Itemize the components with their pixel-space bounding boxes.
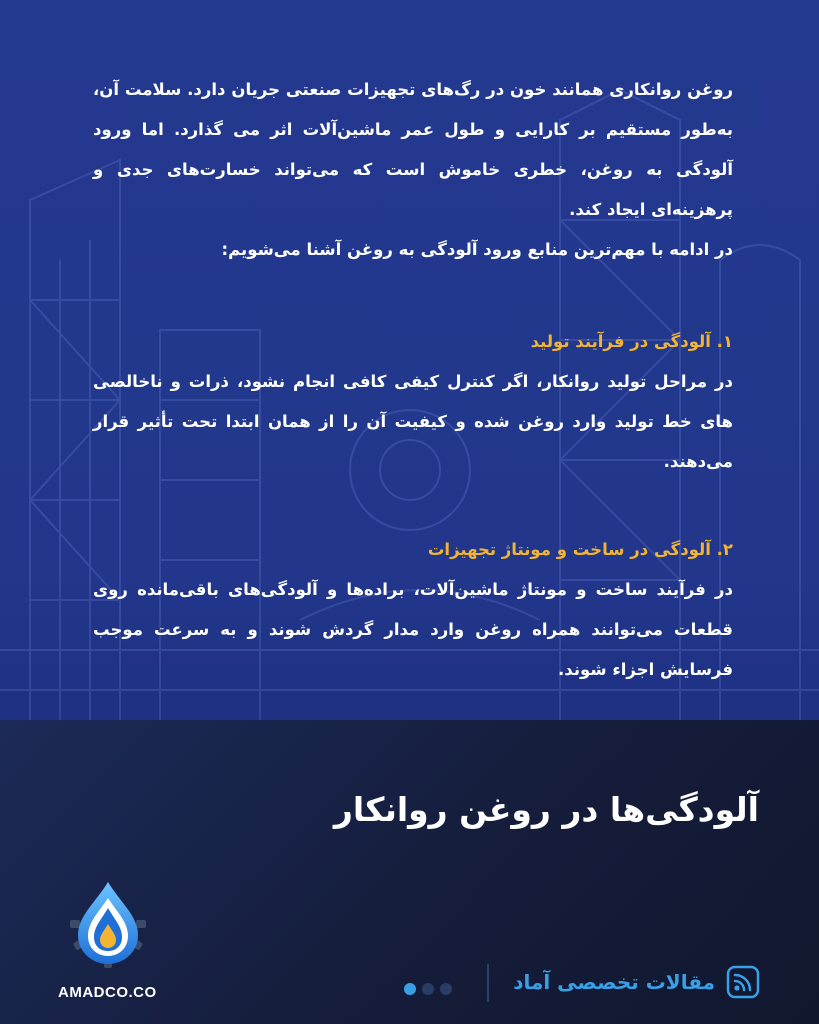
page-dot	[422, 983, 434, 995]
series-label: مقالات تخصصی آماد	[513, 970, 715, 994]
intro-lead-in: در ادامه با مهم‌ترین منابع ورود آلودگی به روغن آشنا می‌شویم:	[221, 240, 733, 259]
section-2-body: در فرآیند ساخت و مونتاژ ماشین‌آلات، براده‌ها و آلودگی‌های باقی‌مانده روی قطعات می‌توانند همراه روغن وارد مدار گردش شوند و به سرعت موجب فرسایش اجزاء شوند.	[93, 580, 733, 679]
section-1	[93, 322, 733, 482]
footer-divider	[487, 964, 489, 1002]
post-title: آلودگی‌ها در روغن روانکار	[333, 790, 759, 829]
amadco-logo-icon	[70, 880, 146, 970]
page-indicator	[404, 983, 452, 995]
section-2-title: ۲. آلودگی در ساخت و مونتاژ تجهیزات	[427, 540, 733, 559]
page-dot-active	[404, 983, 416, 995]
section-1-title: ۱. آلودگی در فرآیند تولید	[530, 332, 733, 351]
section-1-body: در مراحل تولید روانکار، اگر کنترل کیفی کافی انجام نشود، ذرات و ناخالصی های خط تولید وارد روغن شده و کیفیت آن را از همان ابتدا تحت تأثیر قرار می‌دهند.	[93, 372, 733, 471]
rss-icon	[726, 965, 760, 999]
intro-paragraph: روغن روانکاری همانند خون در رگ‌های تجهیزات صنعتی جریان دارد. سلامت آن، به‌طور مستقیم بر کارایی و طول عمر ماشین‌آلات اثر می گذارد. اما ورود آلودگی به روغن، خطری خاموش است که می‌تواند خسارت‌های جدی و پرهزینه‌ای ایجاد کند.	[93, 80, 733, 219]
intro-text	[93, 70, 733, 270]
section-2	[93, 530, 733, 690]
brand-url: AMADCO.CO	[58, 984, 157, 1001]
page-dot	[440, 983, 452, 995]
